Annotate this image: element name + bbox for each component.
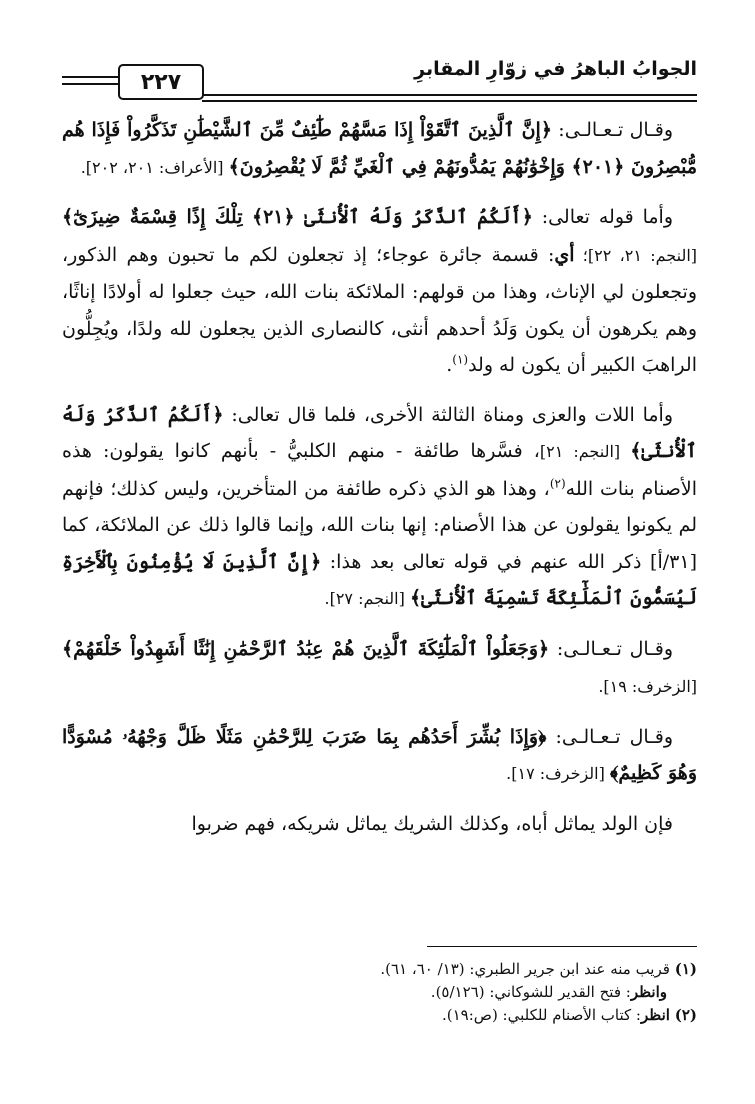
footnote-marker: (١)	[452, 352, 469, 367]
quran-verse: ﴿إِنَّ ٱلَّذِينَ لَا يُؤْمِنُونَ بِٱلْأَخِرَةِ لَيُسَمُّونَ ٱلْمَلَٰٓئِكَةَ تَسْمِيَةَ ٱلْأُنثَىٰ﴾	[62, 550, 697, 609]
verse-reference: [الزخرف: ١٧].	[506, 764, 610, 783]
paragraph-intro: وأما اللات والعزى ومناة الثالثة الأخرى، فلما قال تعالى:	[223, 403, 673, 426]
page-number: ٢٢٧	[118, 64, 204, 100]
quran-verse: ﴿أَلَكُمُ ٱلذَّكَرُ وَلَهُ ٱلْأُنثَىٰ﴾	[62, 403, 698, 462]
keyword: انظر	[641, 1006, 670, 1024]
paragraph	[62, 719, 697, 793]
footnote-divider	[427, 946, 697, 947]
verse-reference: [الزخرف: ١٩].	[598, 677, 697, 696]
paragraph-intro: وأما قوله تعالى:	[532, 206, 674, 228]
paragraph-intro: وقـال تـعـالـى:	[549, 637, 673, 660]
paragraph	[62, 199, 697, 384]
running-title: الجوابُ الباهرُ في زوّارِ المقابرِ	[414, 58, 697, 80]
paragraph-text: ، فسَّرها طائفة - منهم الكلبيُّ - بأنهم كانوا يقولون: هذه الأصنام بنات الله	[62, 440, 697, 500]
footnote-number: (٢)	[674, 1006, 697, 1024]
verse-reference: [النجم: ٢١، ٢٢]؛	[574, 245, 698, 265]
keyword: وانظر	[630, 983, 667, 1001]
verse-reference: [النجم: ٢٧].	[324, 589, 410, 608]
footnote-marker: (٢)	[549, 476, 566, 491]
footnote-continuation	[62, 981, 697, 1004]
main-text	[62, 112, 697, 855]
quran-verse: ﴿إِنَّ ٱلَّذِينَ ٱتَّقَوْاْ إِذَا مَسَّهُمْ طَٰٓئِفٌ مِّنَ ٱلشَّيْطَٰنِ تَذَكَّرُواْ فَإِذَا هُم مُّبْصِرُونَ ﴿٢٠١﴾ وَإِخْوَٰنُهُمْ يَمُدُّونَهُمْ فِي ٱلْغَيِّ ثُمَّ لَا يُقْصِرُونَ﴾	[62, 119, 697, 178]
paragraph-text: : قسمة جائرة عوجاء؛ إذ تجعلون لكم ما تحبون وهم الذكور، وتجعلون لي الإناث، وهذا من قولهم: الملائكة بنات الله، حيث جعلوا له أولادًا إناثًا، وهم يكرهون أن يكون وَلَدُ أحدهم أنثى، كالنصارى الذين يجعلون لله ولدًا، ويُجِلُّون الراهبَ الكبير أن يكون له ولد	[62, 243, 697, 376]
quran-verse: ﴿أَلَكُمُ ٱلذَّكَرُ وَلَهُ ٱلْأُنثَىٰ ﴿٢١﴾ تِلْكَ إِذًا قِسْمَةٌ ضِيزَىٰٓ﴾	[62, 206, 533, 228]
paragraph	[62, 397, 697, 618]
header-rule	[62, 76, 118, 78]
page-header	[62, 56, 697, 108]
header-rule	[62, 83, 118, 85]
paragraph	[62, 631, 697, 706]
quran-verse: ﴿وَجَعَلُواْ ٱلْمَلَٰٓئِكَةَ ٱلَّذِينَ هُمْ عِبَٰدُ ٱلرَّحْمَٰنِ إِنَٰثًا أَشَهِدُواْ خَلْقَهُمْ﴾	[62, 637, 550, 660]
footnote-number: (١)	[674, 960, 697, 978]
paragraph-intro: وقـال تـعـالـى:	[551, 119, 674, 141]
paragraph-end: .	[446, 354, 453, 376]
footnote	[62, 958, 697, 981]
paragraph	[62, 806, 697, 843]
paragraph-intro: وقـال تـعـالـى:	[546, 725, 674, 748]
keyword: أي	[554, 243, 575, 266]
paragraph	[62, 112, 697, 186]
header-rule	[202, 94, 697, 96]
paragraph-text: ، وهذا هو الذي ذكره طائفة من المتأخرين، وليس كذلك؛ فإنهم لم يكونوا يقولون عن هذا الأصنام: إنها بنات الله، وإنما قالوا ذلك عن الملائكة، كما [٣١/أ] ذكر الله عنهم في قوله تعالى بعد هذا:	[62, 477, 698, 573]
verse-reference: [الأعراف: ٢٠١، ٢٠٢].	[80, 157, 229, 177]
header-rule	[202, 100, 697, 102]
verse-reference: [النجم: ٢١]	[539, 442, 631, 461]
paragraph-text: فإن الولد يماثل أباه، وكذلك الشريك يماثل شريكه، فهم ضربوا	[191, 812, 673, 835]
quran-verse: ﴿وَإِذَا بُشِّرَ أَحَدُهُم بِمَا ضَرَبَ لِلرَّحْمَٰنِ مَثَلًا ظَلَّ وَجْهُهُۥ مُسْوَدًّا وَهُوَ كَظِيمٌ﴾	[62, 725, 697, 784]
footnote	[62, 1004, 697, 1027]
footnote-text: قريب منه عند ابن جرير الطبري: (١٣/ ٦٠، ٦١).	[380, 960, 670, 978]
footnote-text: : فتح القدير للشوكاني: (٥/١٢٦).	[430, 983, 631, 1001]
footnote-text: : كتاب الأصنام للكلبي: (ص:١٩).	[442, 1006, 641, 1024]
footnotes	[62, 958, 697, 1027]
